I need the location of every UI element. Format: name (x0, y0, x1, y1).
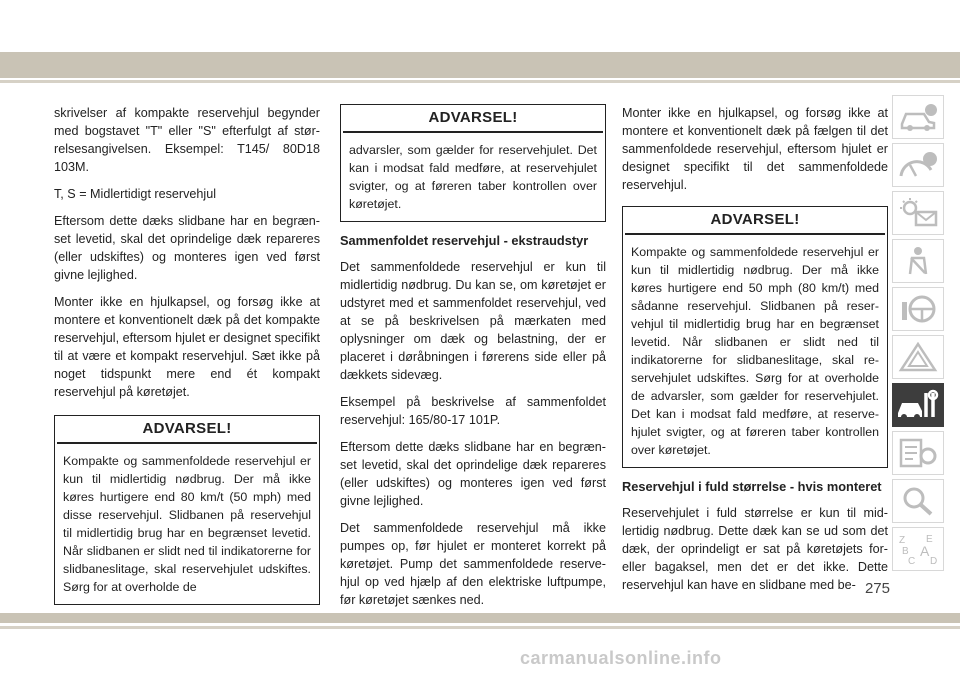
paragraph: Det sammenfoldede reservehjul må ikke pumpes op, før hjulet er monteret korrekt på køretøjet. Pump det sammenfoldede reservehjul op ved hjælp af den elektriske luftpumpe, før køretøjet sænkes ned. (340, 521, 606, 607)
tab-index[interactable] (892, 527, 944, 571)
paragraph: skrivelser af kompakte reservehjul begynder med bogstavet "T" eller "S" efterfulgt af størrelsesangivelsen. Eksempel: T145/ 80D18 103M. (54, 106, 320, 174)
paragraph: Reservehjulet i fuld størrelse er kun til midlertidig nødbrug. Dette dæk kan se ud som det dæk, der oprindeligt er sat på køretøjets for- eller bagaksel, men det er det ikke. Dette reservehjul kan have en slidbane med be- (622, 506, 888, 592)
tab-emergency[interactable] (892, 335, 944, 379)
paragraph: Monter ikke en hjulkapsel, og forsøg ikke at montere et konventionelt dæk på det kompakte reservehjul, eftersom hjulet er designet specifikt til at være et kompakt reservehjul. Sæt ikke på noget tidspunkt mere end ét kompakt reservehjul på køretøjet. (54, 295, 320, 399)
column-3 (622, 104, 888, 603)
tab-driving[interactable] (892, 287, 944, 331)
column-2 (340, 104, 606, 618)
bottom-band-line (0, 626, 960, 629)
warning-body: advarsler, som gælder for reservehjulet. Det kan i modsat fald medføre, at reservehjulet svigter, og at føreren taber kontrollen over køretøjet. (349, 143, 597, 211)
chapter-tabs (892, 95, 944, 575)
warning-title: ADVARSEL! (625, 207, 885, 235)
index-letter: B (902, 546, 909, 557)
watermark: carmanualsonline.info (520, 648, 722, 668)
index-letter: A (920, 543, 930, 559)
tab-safety[interactable] (892, 239, 944, 283)
tab-car-info[interactable] (892, 95, 944, 139)
warning-box (340, 104, 606, 222)
page-number: 275 (864, 580, 890, 597)
car-info-icon (898, 102, 938, 132)
warning-triangle-icon (898, 342, 938, 372)
dashboard-alert-icon (898, 150, 938, 180)
paragraph: Eksempel på beskrivelse af sammenfoldet reservehjul: 165/80-17 101P. (340, 395, 606, 427)
car-tools-icon (896, 389, 940, 421)
section-heading: Reservehjul i fuld størrelse - hvis monteret (622, 479, 882, 494)
paragraph: Det sammenfoldede reservehjul er kun til midlertidig nødbrug. Du kan se, om køretøjet er udstyret med et sammenfoldet reservehjul, ved at se på beskrivelsen på mærkaten med oplysninger om dæk og belastning, der er placeret i døråbningen i førerens side eller på dækkets sidevæg. (340, 260, 606, 382)
tab-service-maintenance[interactable] (892, 383, 944, 427)
warning-body: Kompakte og sammenfoldede reservehjul er kun til midlertidig nødbrug. Der må ikke køres hurtigere end 80 km/t (50 mph) med disse reservehjul. Slidbanen på reservehjul til midlertidig brug har en begrænset levetid. Når slidbanen er slidt ned til indikatorerne for slidbaneslitage, skal reservehjulet udskiftes. Sørg for at overholde de (63, 454, 311, 594)
paragraph: Eftersom dette dæks slidbane har en begrænset levetid, skal det oprindelige dæk repareres (eller udskiftes) og monteres igen ved først givne lejlighed. (54, 214, 320, 282)
list-gear-icon (898, 438, 938, 468)
column-1 (54, 104, 320, 615)
index-letter: Z (899, 535, 906, 546)
warning-body: Kompakte og sammenfoldede reservehjul er kun til midlertidig nødbrug. Der må ikke køres hurtigere end 50 mph (80 km/t) med sådanne reservehjul. Slidbanen på reservehjul til midlertidig brug har en begrænset levetid. Når slidbanen er slidt ned til indikatorerne for slidbaneslitage, skal reservehjulet udskiftes. Sørg for at overholde de advarsler, som gælder for reservehjulet. Det kan i modsat fald medføre, at reservehjulet svigter, og at føreren taber kontrollen over køretøjet. (631, 245, 879, 457)
sun-envelope-icon (898, 198, 938, 228)
warning-title: ADVARSEL! (57, 416, 317, 444)
top-band-line (0, 80, 960, 83)
steering-wheel-icon (898, 294, 938, 324)
index-letter: D (930, 556, 938, 566)
tab-dashboard[interactable] (892, 143, 944, 187)
paragraph: Eftersom dette dæks slidbane har en begrænset levetid, skal det oprindelige dæk repareres (eller udskiftes) og monteres igen ved først givne lejlighed. (340, 440, 606, 508)
paragraph: T, S = Midlertidigt reservehjul (54, 187, 217, 201)
tab-lights-messages[interactable] (892, 191, 944, 235)
tab-search[interactable] (892, 479, 944, 523)
warning-box (622, 206, 888, 468)
alphabet-index-icon (896, 532, 940, 566)
section-heading: Sammenfoldet reservehjul - ekstraudstyr (340, 233, 589, 248)
tab-specifications[interactable] (892, 431, 944, 475)
paragraph: Monter ikke en hjulkapsel, og forsøg ikke at montere et konventionelt dæk på fælgen til det sammenfoldede reservehjul, eftersom hjulet er designet specifikt til det sammenfoldede reservehjul. (622, 106, 888, 192)
magnifier-icon (898, 486, 938, 516)
seatbelt-icon (898, 246, 938, 276)
top-band (0, 52, 960, 78)
bottom-band (0, 613, 960, 623)
index-letter: E (926, 534, 933, 545)
warning-title: ADVARSEL! (343, 105, 603, 133)
index-letter: C (908, 556, 916, 566)
warning-box (54, 415, 320, 605)
